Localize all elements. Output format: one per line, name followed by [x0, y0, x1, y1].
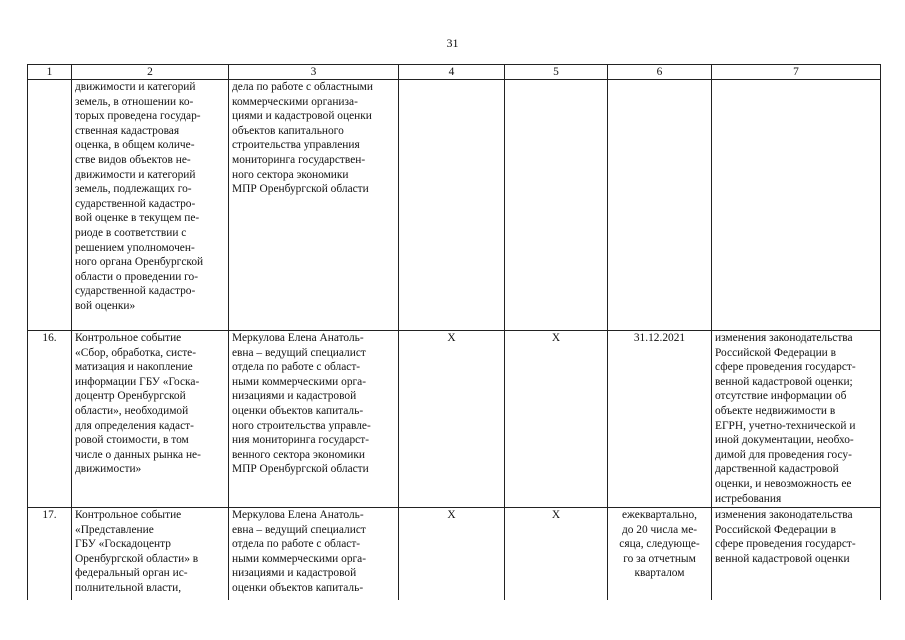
responsible-cell: Меркулова Елена Анатоль- евна – ведущий специалист отдела по работе с област- ными коммерческими орга- низациями и кадастровой оценки объектов капиталь- [229, 508, 399, 601]
row-number [28, 80, 72, 331]
col5-cell [505, 80, 608, 331]
header-cell: 5 [505, 65, 608, 80]
header-cell: 6 [608, 65, 712, 80]
header-cell: 3 [229, 65, 399, 80]
risks-cell [712, 80, 881, 331]
plan-table [27, 64, 881, 600]
row-number: 16. [28, 331, 72, 508]
header-cell: 7 [712, 65, 881, 80]
deadline-cell: 31.12.2021 [608, 331, 712, 508]
col4-cell: Х [399, 508, 505, 601]
risks-cell: изменения законодательства Российской Федерации в сфере проведения государст- венной кадастровой оценки [712, 508, 881, 601]
event-cell: движимости и категорий земель, в отношении ко- торых проведена государ- ственная кадастровая оценка, в общем количе- стве видов объектов не- движимости и категорий земель, подлежащих го- сударственной кадастро- вой оценке в текущем пе- риоде в соответствии с решением уполномочен- ного органа Оренбургской области о проведении го- сударственной кадастро- вой оценки» [72, 80, 229, 331]
col5-cell: Х [505, 508, 608, 601]
header-cell: 4 [399, 65, 505, 80]
table-row [28, 80, 881, 331]
event-cell: Контрольное событие «Представление ГБУ «Госкадоцентр Оренбургской области» в федеральный орган ис- полнительной власти, [72, 508, 229, 601]
header-cell: 1 [28, 65, 72, 80]
col4-cell [399, 80, 505, 331]
col5-cell: Х [505, 331, 608, 508]
deadline-cell: ежеквартально, до 20 числа ме- сяца, следующе- го за отчетным кварталом [608, 508, 712, 601]
row-number: 17. [28, 508, 72, 601]
risks-cell: изменения законодательства Российской Федерации в сфере проведения государст- венной кадастровой оценки; отсутствие информации об объекте недвижимости в ЕГРН, учетно-технической и иной документации, необхо- димой для проведения госу- дарственной кадастровой оценки, и невозможность ее истребования [712, 331, 881, 508]
header-row [28, 65, 881, 80]
page-number: 31 [446, 36, 459, 50]
table-row [28, 508, 881, 601]
responsible-cell: Меркулова Елена Анатоль- евна – ведущий специалист отдела по работе с област- ными коммерческими орга- низациями и кадастровой оценки объектов капиталь- ного строительства управле- ния мониторинга государст- венного сектора экономики МПР Оренбургской области [229, 331, 399, 508]
deadline-cell [608, 80, 712, 331]
table-row [28, 331, 881, 508]
header-cell: 2 [72, 65, 229, 80]
event-cell: Контрольное событие «Сбор, обработка, систе- матизация и накопление информации ГБУ «Госка- доцентр Оренбургской области», необходимой для определения кадаст- ровой стоимости, в том числе о данных рынка не- движимости» [72, 331, 229, 508]
col4-cell: Х [399, 331, 505, 508]
responsible-cell: дела по работе с областными коммерческими организа- циями и кадастровой оценки объектов капитального строительства управления мониторинга государствен- ного сектора экономики МПР Оренбургской области [229, 80, 399, 331]
